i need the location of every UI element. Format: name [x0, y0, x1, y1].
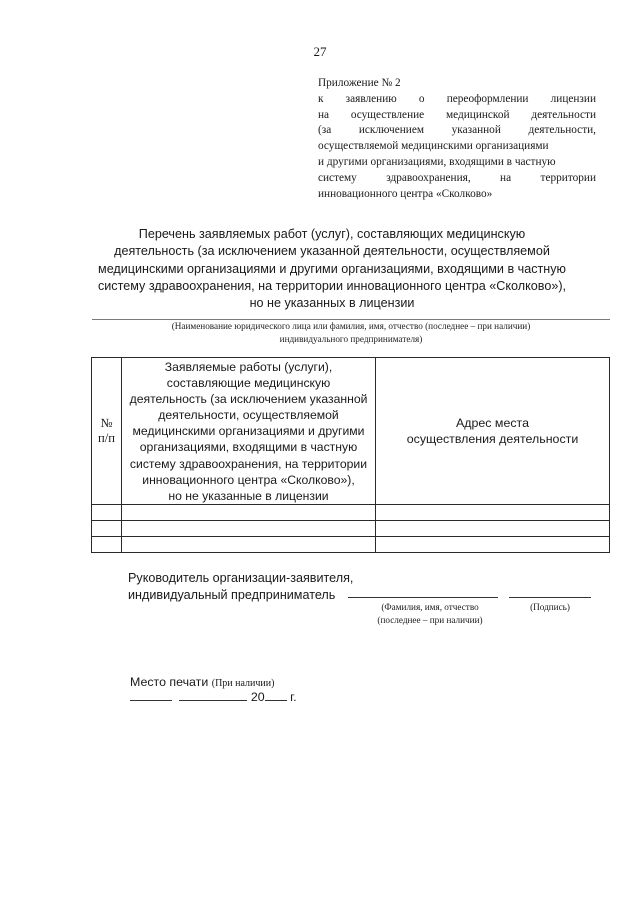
signatory-line: индивидуальный предприниматель	[128, 588, 336, 602]
date-day-field[interactable]	[130, 688, 172, 701]
table-row	[92, 536, 610, 552]
appendix-line: систему здравоохранения, на территории	[318, 171, 596, 184]
table-cell[interactable]	[376, 520, 610, 536]
title-line: Перечень заявляемых работ (услуг), составляющих медицинскую	[138, 227, 526, 241]
date-line	[130, 688, 297, 704]
signatory-line: Руководитель организации-заявителя,	[128, 571, 354, 585]
table-cell[interactable]	[92, 520, 122, 536]
header-line: №	[100, 415, 113, 430]
title-line: но не указанных в лицензии	[249, 296, 415, 311]
stamp-text: Место печати	[130, 675, 209, 689]
table-cell[interactable]	[92, 504, 122, 520]
date-year-field[interactable]	[265, 688, 287, 701]
works-table	[91, 357, 610, 553]
table-cell[interactable]	[92, 536, 122, 552]
appendix-title: Приложение № 2	[318, 77, 401, 89]
table-cell[interactable]	[122, 520, 376, 536]
column-header-works	[122, 358, 376, 505]
table-cell[interactable]	[376, 504, 610, 520]
header-line: систему здравоохранения, на территории	[129, 456, 368, 471]
signature-field[interactable]	[509, 597, 591, 598]
signatory-label	[128, 570, 353, 604]
table-header-row	[92, 358, 610, 505]
date-year-prefix: 20	[250, 690, 265, 704]
title-line: медицинскими организациями и другими организациями, входящими в частную	[98, 261, 566, 276]
header-line: осуществления деятельности	[406, 431, 579, 446]
header-line: п/п	[98, 430, 115, 445]
table-cell[interactable]	[376, 536, 610, 552]
signature-caption: (Подпись)	[530, 602, 570, 612]
appendix-block	[318, 76, 596, 202]
appendix-line: на осуществление медицинской деятельности	[318, 108, 596, 121]
applicant-name-caption	[92, 320, 610, 346]
header-line: но не указанные в лицензии	[168, 488, 329, 503]
header-line: деятельность (за исключением указанной	[129, 392, 368, 407]
header-line: деятельности, осуществляемой	[158, 408, 339, 423]
table-cell[interactable]	[122, 504, 376, 520]
header-line: медицинскими организациями и другими	[132, 424, 365, 439]
appendix-line: и другими организациями, входящими в частную	[318, 155, 556, 168]
header-line: составляющие медицинскую	[166, 376, 331, 391]
column-header-number	[92, 358, 122, 505]
date-year-suffix: г.	[290, 690, 297, 704]
header-line: организациями, входящими в частную	[139, 440, 358, 455]
caption-line: (Наименование юридического лица или фамилия, имя, отчество (последнее – при наличии)	[171, 321, 531, 331]
table-cell[interactable]	[122, 536, 376, 552]
caption-line: (Фамилия, имя, отчество	[381, 602, 479, 612]
header-line: инновационного центра «Сколково»),	[142, 472, 355, 487]
caption-line: индивидуального предпринимателя)	[279, 334, 423, 344]
header-line: Заявляемые работы (услуги),	[164, 360, 333, 374]
title-line: деятельность (за исключением указанной деятельности, осуществляемой	[114, 244, 550, 259]
date-month-field[interactable]	[179, 688, 247, 701]
page-number: 27	[313, 44, 327, 59]
appendix-line: (за исключением указанной деятельности,	[318, 124, 596, 137]
appendix-line: осуществляемой медицинскими организациями	[318, 140, 549, 153]
title-line: систему здравоохранения, на территории инновационного центра «Сколково»),	[97, 278, 567, 293]
column-header-address	[376, 358, 610, 505]
table-row	[92, 504, 610, 520]
table-row	[92, 520, 610, 536]
caption-line: (последнее – при наличии)	[377, 615, 483, 625]
signatory-name-field[interactable]	[348, 597, 498, 598]
stamp-label	[130, 675, 274, 689]
appendix-line: к заявлению о переоформлении лицензии	[318, 92, 596, 105]
document-title	[82, 226, 582, 312]
signatory-name-caption	[364, 601, 496, 627]
appendix-line: инновационного центра «Сколково»	[318, 187, 493, 200]
stamp-note: (При наличии)	[211, 678, 275, 689]
header-line: Адрес места	[456, 415, 529, 430]
